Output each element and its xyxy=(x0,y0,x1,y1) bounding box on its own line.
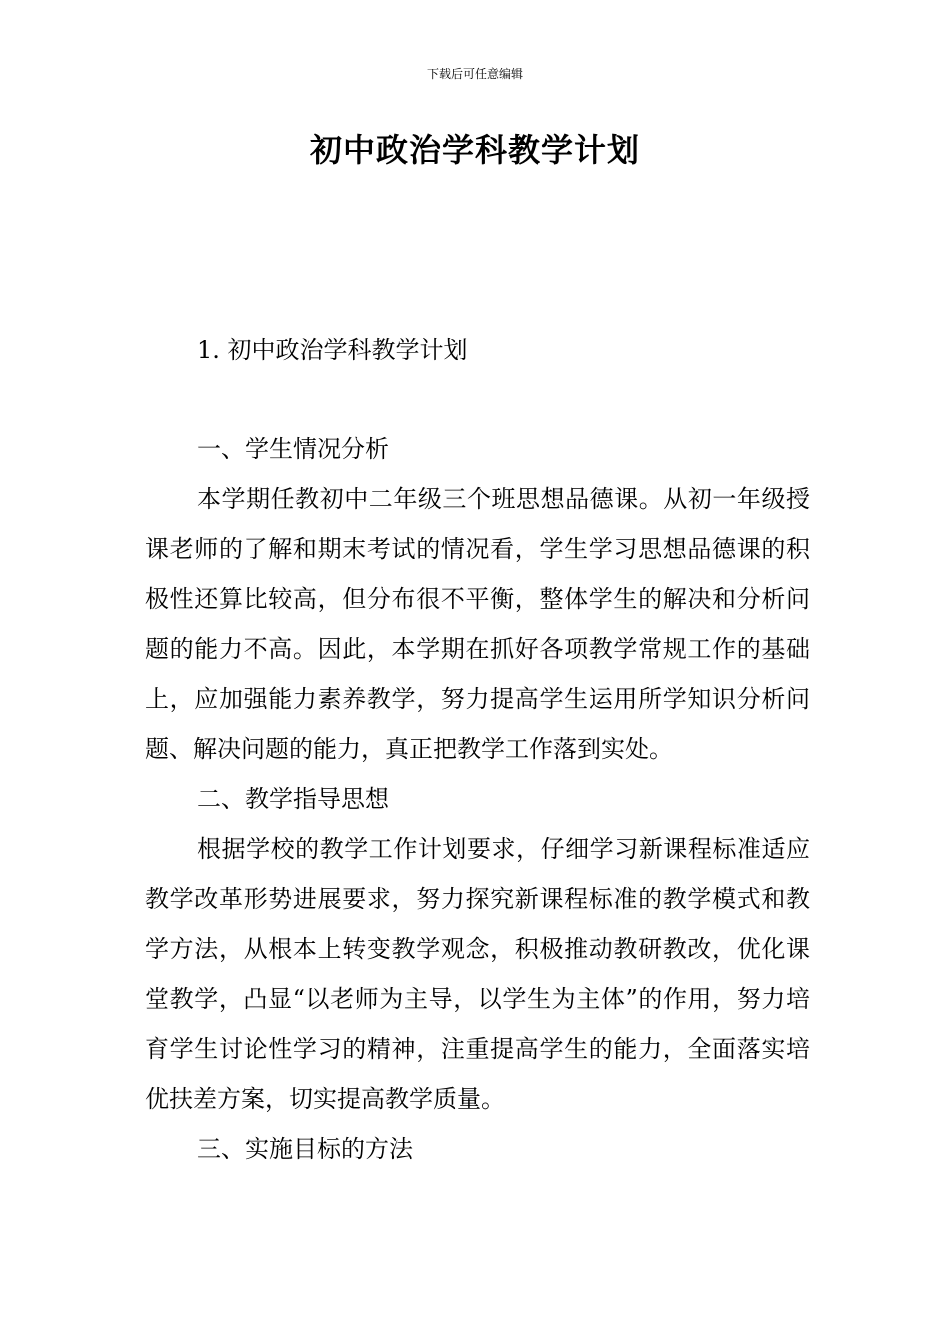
document-title: 初中政治学科教学计划 xyxy=(309,131,640,169)
section-paragraph-1: 本学期任教初中二年级三个班思想品德课。从初一年级授课老师的了解和期末考试的情况看，学生学习思想品德课的积极性还算比较高，但分布很不平衡，整体学生的解决和分析问题的能力不高。因此，本学期在抓好各项教学常规工作的基础上，应加强能力素养教学，努力提高学生运用所学知识分析问题、解决问题的能力，真正把教学工作落到实处。 xyxy=(145,485,810,763)
document-body xyxy=(145,424,810,1174)
section-heading-2: 二、教学指导思想 xyxy=(197,785,389,813)
section-heading-1: 一、学生情况分析 xyxy=(197,435,389,463)
document-subtitle: 1. 初中政治学科教学计划 xyxy=(197,336,468,364)
header-note: 下载后可任意编辑 xyxy=(426,67,523,81)
section-heading-3: 三、实施目标的方法 xyxy=(197,1135,413,1163)
section-paragraph-2: 根据学校的教学工作计划要求，仔细学习新课程标准适应教学改革形势进展要求，努力探究新课程标准的教学模式和教学方法，从根本上转变教学观念，积极推动教研教改，优化课堂教学，凸显“以老师为主导，以学生为主体”的作用，努力培育学生讨论性学习的精神，注重提高学生的能力，全面落实培优扶差方案，切实提高教学质量。 xyxy=(145,835,810,1113)
